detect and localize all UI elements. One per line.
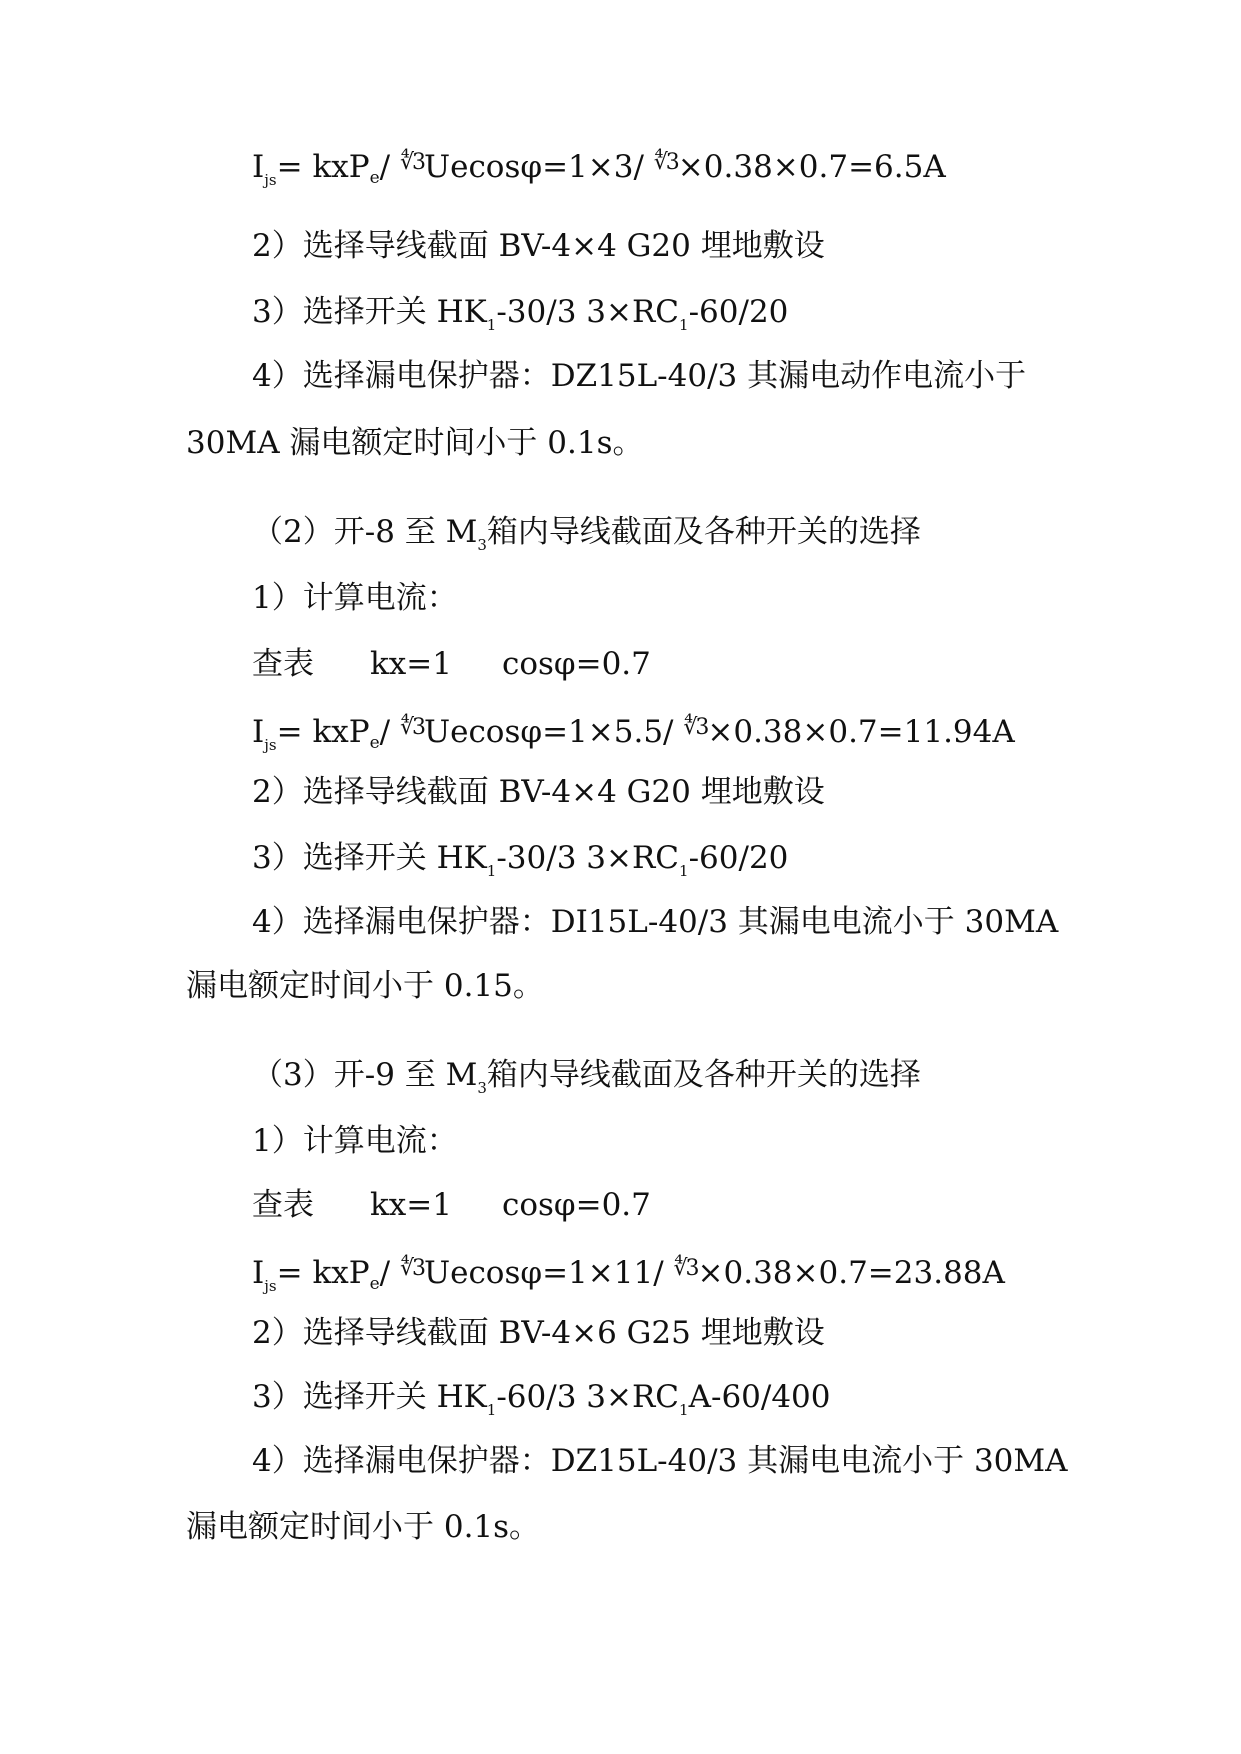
switch-subscript: 1	[679, 316, 689, 334]
lookup-line	[252, 1185, 651, 1225]
root-symbol: ∜3	[673, 1256, 698, 1281]
formula-line	[252, 708, 1015, 765]
lookup-kx: kx=1	[370, 1187, 452, 1223]
formula-subscript: js	[264, 736, 277, 754]
formula-text: /	[379, 149, 400, 185]
switch-subscript: 1	[486, 862, 497, 880]
heading-subscript: 3	[477, 1079, 487, 1097]
switch-subscript: 1	[486, 316, 497, 334]
switch-line	[252, 838, 788, 891]
formula-text: = kxP	[276, 714, 370, 750]
conductor-line: 2）选择导线截面 BV-4×4 G20 埋地敷设	[252, 774, 825, 810]
lookup-cos: cosφ=0.7	[501, 1187, 651, 1223]
step-calc-current: 1）计算电流：	[252, 1123, 458, 1159]
switch-text: -60/20	[688, 294, 789, 330]
protector-continuation: 30MA 漏电额定时间小于 0.1s。	[186, 425, 644, 461]
switch-text: -30/3 3×RC	[496, 840, 680, 876]
switch-text: -30/3 3×RC	[496, 294, 680, 330]
formula-subscript: js	[264, 171, 277, 189]
section-heading	[252, 1055, 921, 1108]
root-symbol: ∜3	[399, 715, 424, 740]
formula-subscript: e	[369, 733, 380, 753]
formula-symbol: I	[252, 149, 265, 185]
protector-line: 4）选择漏电保护器：DZ15L-40/3 其漏电电流小于 30MA	[252, 1443, 1068, 1479]
section-heading	[252, 512, 921, 565]
switch-text: 3）选择开关 HK	[252, 294, 487, 330]
root-symbol: ∜3	[683, 715, 708, 740]
formula-result: ×0.38×0.7=11.94A	[707, 714, 1015, 750]
switch-text: -60/3 3×RC	[496, 1379, 680, 1415]
switch-text: A-60/400	[688, 1379, 831, 1415]
heading-text: （3）开-9 至 M	[252, 1057, 478, 1093]
lookup-cos: cosφ=0.7	[501, 646, 651, 682]
switch-subscript: 1	[679, 1401, 689, 1419]
protector-continuation: 漏电额定时间小于 0.15。	[186, 968, 544, 1004]
switch-text: 3）选择开关 HK	[252, 1379, 487, 1415]
formula-text: Uecosφ=1×5.5/	[423, 714, 684, 750]
formula-text: = kxP	[276, 149, 370, 185]
formula-symbol: I	[252, 1255, 265, 1291]
conductor-line: 2）选择导线截面 BV-4×6 G25 埋地敷设	[252, 1315, 825, 1351]
step-calc-current: 1）计算电流：	[252, 580, 458, 616]
formula-line	[252, 143, 946, 200]
formula-line	[252, 1249, 1005, 1306]
formula-subscript: e	[369, 1274, 380, 1294]
switch-subscript: 1	[679, 862, 689, 880]
root-symbol: ∜3	[399, 1256, 424, 1281]
switch-text: -60/20	[688, 840, 789, 876]
heading-subscript: 3	[477, 536, 487, 554]
lookup-line	[252, 644, 651, 684]
formula-text: Uecosφ=1×3/	[423, 149, 654, 185]
heading-text: 箱内导线截面及各种开关的选择	[486, 1057, 921, 1093]
lookup-kx: kx=1	[370, 646, 452, 682]
switch-line	[252, 1377, 831, 1430]
conductor-line: 2）选择导线截面 BV-4×4 G20 埋地敷设	[252, 228, 825, 264]
formula-result: ×0.38×0.7=6.5A	[677, 149, 946, 185]
formula-symbol: I	[252, 714, 265, 750]
switch-text: 3）选择开关 HK	[252, 840, 487, 876]
formula-text: = kxP	[276, 1255, 370, 1291]
formula-result: ×0.38×0.7=23.88A	[697, 1255, 1005, 1291]
heading-text: 箱内导线截面及各种开关的选择	[486, 514, 921, 550]
switch-subscript: 1	[486, 1401, 497, 1419]
root-symbol: ∜3	[399, 150, 424, 175]
formula-subscript: js	[264, 1277, 277, 1295]
protector-line: 4）选择漏电保护器：DI15L-40/3 其漏电电流小于 30MA	[252, 904, 1059, 940]
switch-line	[252, 292, 788, 345]
formula-text: /	[379, 1255, 400, 1291]
lookup-label: 查表	[252, 1187, 314, 1223]
root-symbol: ∜3	[653, 150, 678, 175]
formula-text: Uecosφ=1×11/	[423, 1255, 674, 1291]
protector-continuation: 漏电额定时间小于 0.1s。	[186, 1509, 541, 1545]
lookup-label: 查表	[252, 646, 314, 682]
formula-subscript: e	[369, 168, 380, 188]
heading-text: （2）开-8 至 M	[252, 514, 478, 550]
formula-text: /	[379, 714, 400, 750]
protector-line: 4）选择漏电保护器：DZ15L-40/3 其漏电动作电流小于	[252, 358, 1027, 394]
